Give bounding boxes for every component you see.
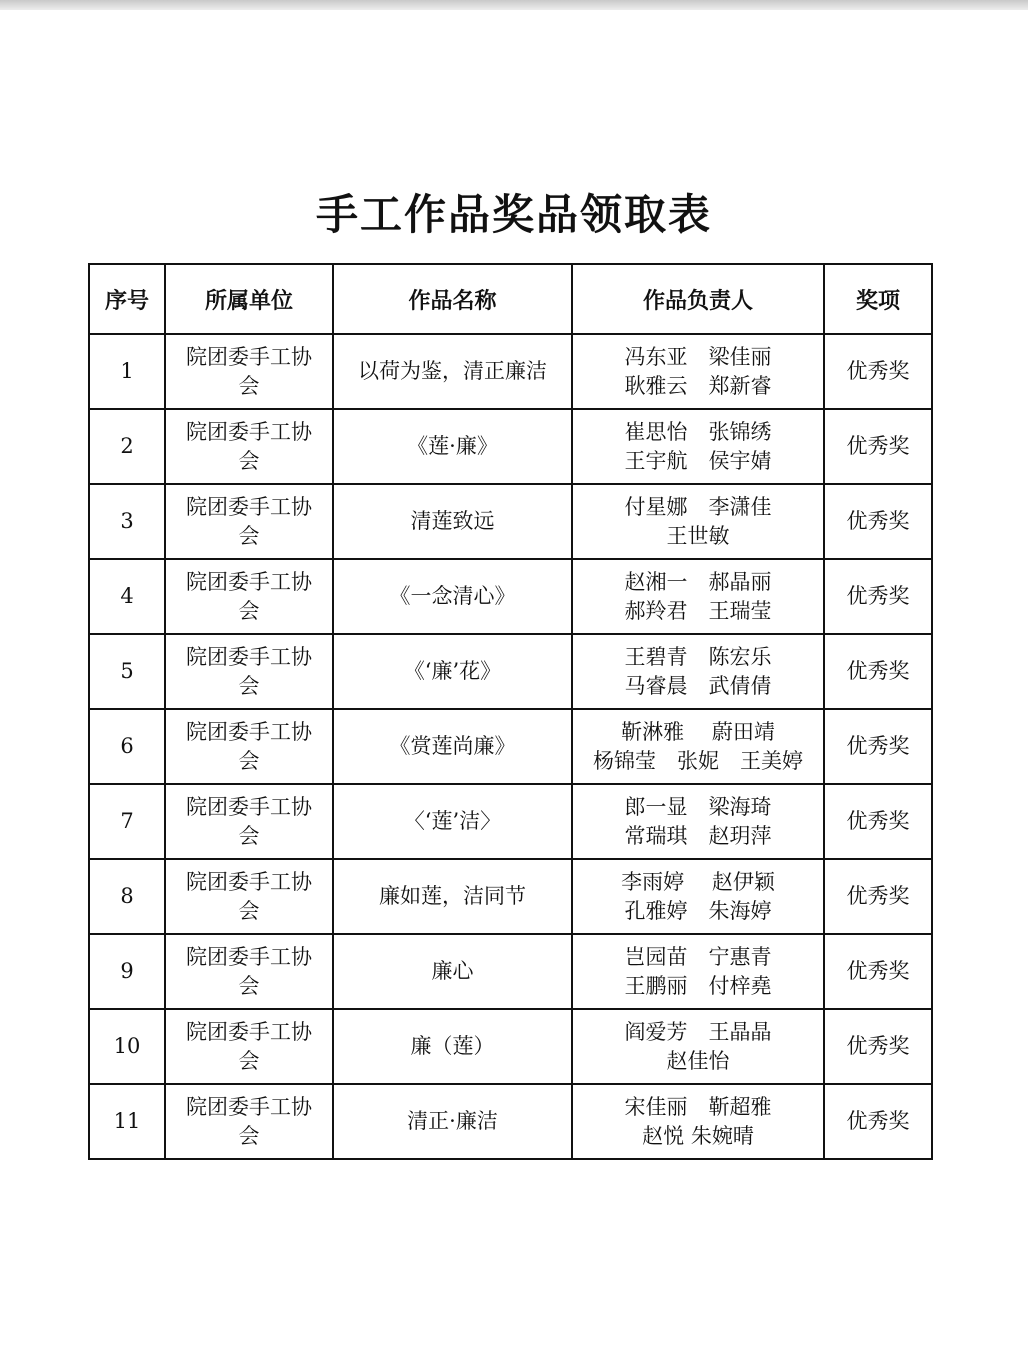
cell-unit-line: 院团委手工协 [186,494,312,519]
cell-leaders [572,784,824,859]
cell-work-name: 《赏莲尚廉》 [333,709,572,784]
cell-leaders-line: 马睿晨 武倩倩 [624,673,772,698]
cell-unit-line: 会 [238,598,260,623]
cell-leaders-line: 孔雅婷 朱海婷 [624,898,772,923]
cell-leaders [572,1084,824,1159]
cell-work-name: 〈‘莲’洁〉 [333,784,572,859]
cell-index: 5 [89,634,165,709]
cell-unit-line: 院团委手工协 [186,869,312,894]
cell-index: 6 [89,709,165,784]
cell-work-name: 《‘廉’花》 [333,634,572,709]
cell-leaders [572,709,824,784]
cell-leaders-line: 岂园苗 宁惠青 [624,944,772,969]
cell-award: 优秀奖 [824,1009,932,1084]
page-title: 手工作品奖品领取表 [315,190,712,239]
cell-unit-line: 院团委手工协 [186,644,312,669]
cell-unit-line: 院团委手工协 [186,419,312,444]
cell-leaders-line: 崔思怡 张锦绣 [624,419,772,444]
header-row [89,264,932,334]
cell-unit-line: 院团委手工协 [186,569,312,594]
cell-award: 优秀奖 [824,784,932,859]
cell-award: 优秀奖 [824,1084,932,1159]
table-body [89,334,932,1159]
cell-leaders-line: 靳淋雅 蔚田靖 [621,719,775,744]
cell-unit-line: 会 [238,373,260,398]
cell-work-name: 廉心 [333,934,572,1009]
cell-unit [165,784,333,859]
cell-unit [165,1084,333,1159]
cell-unit [165,934,333,1009]
cell-leaders-line: 赵湘一 郝晶丽 [624,569,772,594]
cell-unit [165,859,333,934]
cell-index: 8 [89,859,165,934]
cell-work-name: 清正·廉洁 [333,1084,572,1159]
cell-index: 11 [89,1084,165,1159]
cell-unit-line: 院团委手工协 [186,344,312,369]
table-row [89,859,932,934]
table-row [89,409,932,484]
cell-unit-line: 会 [238,523,260,548]
cell-leaders [572,484,824,559]
cell-work-name: 《莲·廉》 [333,409,572,484]
award-table [88,263,933,1160]
cell-award: 优秀奖 [824,334,932,409]
header-unit: 所属单位 [165,264,333,334]
cell-leaders-line: 付星娜 李潇佳 [624,494,772,519]
cell-leaders-line: 赵悦 朱婉晴 [642,1123,754,1148]
cell-leaders [572,634,824,709]
cell-unit [165,1009,333,1084]
cell-leaders-line: 杨锦莹 张妮 王美婷 [593,748,803,773]
cell-unit-line: 会 [238,1123,260,1148]
table-row [89,484,932,559]
table-row [89,709,932,784]
cell-unit-line: 会 [238,898,260,923]
cell-index: 2 [89,409,165,484]
cell-unit-line: 会 [238,748,260,773]
cell-leaders-line: 王碧青 陈宏乐 [624,644,772,669]
header-leaders: 作品负责人 [572,264,824,334]
table-row [89,1084,932,1159]
cell-index: 10 [89,1009,165,1084]
cell-unit-line: 院团委手工协 [186,1094,312,1119]
table-row [89,634,932,709]
cell-unit [165,709,333,784]
header-work-name: 作品名称 [333,264,572,334]
cell-award: 优秀奖 [824,934,932,1009]
cell-leaders [572,1009,824,1084]
cell-index: 7 [89,784,165,859]
cell-unit [165,634,333,709]
cell-leaders [572,409,824,484]
cell-work-name: 廉（莲） [333,1009,572,1084]
cell-leaders-line: 赵佳怡 [666,1048,730,1073]
table-row [89,334,932,409]
cell-work-name: 廉如莲，洁同节 [333,859,572,934]
table-row [89,1009,932,1084]
cell-award: 优秀奖 [824,484,932,559]
cell-leaders-line: 李雨婷 赵伊颖 [621,869,775,894]
cell-award: 优秀奖 [824,634,932,709]
cell-unit [165,409,333,484]
cell-leaders-line: 冯东亚 梁佳丽 [624,344,772,369]
cell-leaders-line: 郎一显 梁海琦 [624,794,772,819]
cell-unit-line: 会 [238,1048,260,1073]
cell-leaders-line: 宋佳丽 靳超雅 [624,1094,772,1119]
cell-leaders-line: 郝羚君 王瑞莹 [624,598,772,623]
cell-leaders-line: 耿雅云 郑新睿 [624,373,772,398]
cell-unit-line: 院团委手工协 [186,944,312,969]
header-index: 序号 [89,264,165,334]
table-row [89,934,932,1009]
top-edge-strip [0,0,1028,10]
cell-leaders [572,334,824,409]
cell-leaders-line: 常瑞琪 赵玥萍 [624,823,772,848]
cell-leaders [572,559,824,634]
cell-unit-line: 会 [238,673,260,698]
cell-unit-line: 会 [238,973,260,998]
cell-unit-line: 会 [238,448,260,473]
cell-award: 优秀奖 [824,859,932,934]
cell-unit-line: 会 [238,823,260,848]
cell-work-name: 清莲致远 [333,484,572,559]
cell-leaders [572,934,824,1009]
cell-award: 优秀奖 [824,709,932,784]
cell-unit-line: 院团委手工协 [186,719,312,744]
cell-unit [165,484,333,559]
cell-leaders-line: 王鹏丽 付梓堯 [624,973,772,998]
cell-index: 1 [89,334,165,409]
cell-unit [165,334,333,409]
cell-unit-line: 院团委手工协 [186,1019,312,1044]
cell-leaders [572,859,824,934]
cell-award: 优秀奖 [824,559,932,634]
cell-index: 3 [89,484,165,559]
cell-leaders-line: 阎爱芳 王晶晶 [624,1019,772,1044]
cell-work-name: 以荷为鉴，清正廉洁 [333,334,572,409]
table-row [89,784,932,859]
cell-unit [165,559,333,634]
cell-work-name: 《一念清心》 [333,559,572,634]
cell-leaders-line: 王世敏 [666,523,730,548]
cell-award: 优秀奖 [824,409,932,484]
cell-index: 4 [89,559,165,634]
table-row [89,559,932,634]
cell-index: 9 [89,934,165,1009]
cell-unit-line: 院团委手工协 [186,794,312,819]
cell-leaders-line: 王宇航 侯宇婧 [624,448,772,473]
header-award: 奖项 [824,264,932,334]
